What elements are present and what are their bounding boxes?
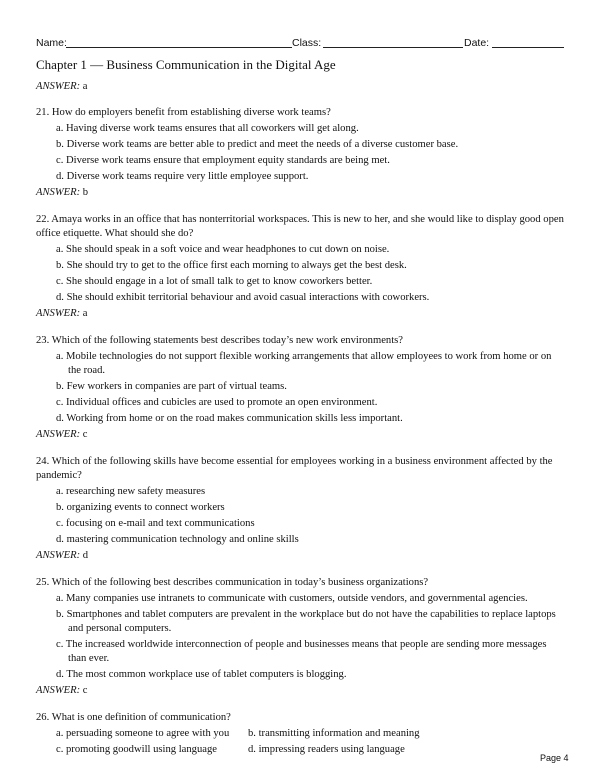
choice-d: d. impressing readers using language: [248, 744, 405, 755]
choice-a: a. researching new safety measures: [56, 486, 206, 497]
choice-d: d. Working from home or on the road makes communication skills less important.: [56, 413, 403, 424]
date-blank-line[interactable]: [492, 47, 564, 48]
choice-a: a. She should speak in a soft voice and wear headphones to cut down on noise.: [56, 244, 390, 255]
page-number: Page 4: [540, 753, 569, 763]
choice-b: b. Smartphones and tablet computers are prevalent in the workplace but do not have the capabilities to replace laptops and personal computers.: [56, 609, 556, 634]
answer-value: a: [82, 81, 88, 92]
chapter-title: Chapter 1 — Business Communication in the Digital Age: [36, 57, 336, 72]
question-stem: 24. Which of the following skills have become essential for employees working in a business environment affected by the pandemic?: [36, 456, 553, 481]
answer-label: ANSWER:: [36, 81, 81, 92]
choice-d: d. The most common workplace use of tablet computers is blogging.: [56, 669, 347, 680]
question-stem: 25. Which of the following best describes communication in today’s business organizations?: [36, 577, 429, 588]
question-26: [36, 711, 566, 757]
question-25: [36, 576, 566, 698]
choice-d: d. Diverse work teams require very little employee support.: [56, 171, 309, 182]
choice-b: b. transmitting information and meaning: [248, 728, 420, 739]
choice-c: c. focusing on e-mail and text communications: [56, 518, 255, 529]
choice-c: c. promoting goodwill using language: [56, 744, 217, 755]
answer-value: c: [82, 685, 88, 696]
question-stem: 22. Amaya works in an office that has nonterritorial workspaces. This is new to her, and she would like to display good open office etiquette. What should she do?: [36, 214, 564, 239]
choice-b: b. organizing events to connect workers: [56, 502, 225, 513]
question-21: [36, 106, 566, 200]
answer-label: ANSWER:: [36, 429, 81, 440]
choice-b: b. She should try to get to the office first each morning to always get the best desk.: [56, 260, 407, 271]
question-stem: 21. How do employers benefit from establishing diverse work teams?: [36, 107, 331, 118]
question-answer: [36, 684, 566, 698]
name-blank-line[interactable]: [66, 47, 292, 48]
answer-label: ANSWER:: [36, 187, 81, 198]
question-24: [36, 455, 566, 563]
previous-answer: [36, 80, 566, 94]
class-blank-line[interactable]: [323, 47, 463, 48]
question-answer: [36, 186, 566, 200]
choice-c: c. Individual offices and cubicles are used to promote an open environment.: [56, 397, 378, 408]
choice-b: b. Diverse work teams are better able to predict and meet the needs of a diverse customer base.: [56, 139, 459, 150]
choice-c: c. Diverse work teams ensure that employment equity standards are being met.: [56, 155, 390, 166]
choice-a: a. Many companies use intranets to communicate with customers, outside vendors, and governmental agencies.: [56, 593, 528, 604]
answer-value: a: [82, 308, 88, 319]
class-label: Class:: [292, 37, 322, 49]
answer-label: ANSWER:: [36, 550, 81, 561]
answer-label: ANSWER:: [36, 685, 81, 696]
choice-d: d. mastering communication technology and online skills: [56, 534, 299, 545]
question-answer: [36, 549, 566, 563]
question-stem: 26. What is one definition of communication?: [36, 712, 231, 723]
question-answer: [36, 428, 566, 442]
choice-c: c. She should engage in a lot of small talk to get to know coworkers better.: [56, 276, 373, 287]
choice-a: a. persuading someone to agree with you: [56, 728, 230, 739]
choice-a: a. Mobile technologies do not support flexible working arrangements that allow employees to work from home or on the road.: [56, 351, 552, 376]
choice-d: d. She should exhibit territorial behaviour and avoid casual interactions with coworkers.: [56, 292, 430, 303]
choice-row: [56, 727, 566, 741]
question-answer: [36, 307, 566, 321]
name-label: Name:: [36, 37, 67, 49]
choice-a: a. Having diverse work teams ensures that all coworkers will get along.: [56, 123, 359, 134]
answer-value: c: [82, 429, 88, 440]
answer-label: ANSWER:: [36, 308, 81, 319]
choice-c: c. The increased worldwide interconnection of people and businesses means that people are sending more messages than ever.: [56, 639, 547, 664]
question-23: [36, 334, 566, 442]
answer-value: d: [82, 550, 89, 561]
answer-value: b: [82, 187, 89, 198]
question-list: [36, 80, 566, 770]
question-stem: 23. Which of the following statements best describes today’s new work environments?: [36, 335, 403, 346]
date-label: Date:: [464, 37, 490, 49]
choice-row: [56, 743, 566, 757]
choice-b: b. Few workers in companies are part of virtual teams.: [56, 381, 287, 392]
question-22: [36, 213, 566, 321]
